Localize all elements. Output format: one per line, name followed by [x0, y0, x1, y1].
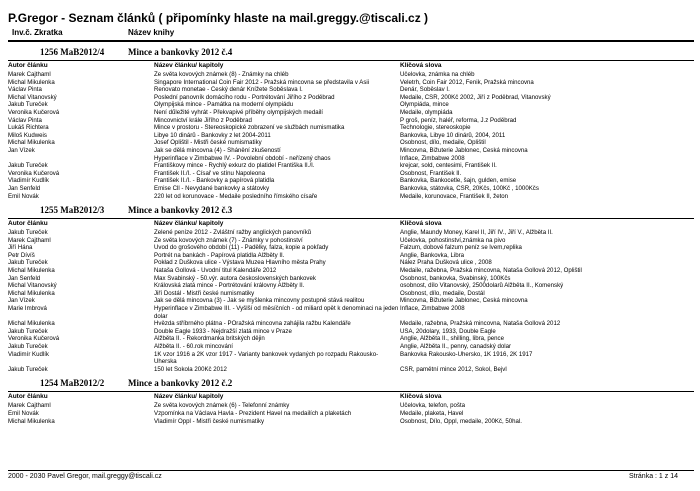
article-row	[8, 328, 694, 336]
article-keywords: Falzum, dobové falzum peníz se lvem,replika	[400, 244, 522, 252]
article-row	[8, 366, 694, 374]
article-author: Michal Mikulenka	[8, 78, 55, 86]
column-keywords: Klíčová slova	[400, 62, 442, 69]
article-author: Václav Pinta	[8, 86, 42, 94]
article-name: Nataša Gollová - Úvodní titul Kalendáře 2012	[154, 267, 277, 275]
article-row	[8, 71, 694, 79]
section-title: Mince a bankovky 2012 č.4	[128, 47, 233, 57]
document-page	[8, 0, 694, 425]
column-author: Autor článku	[8, 393, 48, 401]
article-keywords: Osobnost, bankovka, Švabinský, 100Kčs	[400, 274, 511, 282]
article-name: Mince v prostoru - Stereoskopické zobrazení ve službách numismatika	[154, 124, 345, 132]
article-keywords: Osobnost, dílo, medaile, Oplištil	[400, 139, 486, 147]
article-name: Úvod do grošového období (11) - Padělky, falza, kopie a pokľady	[154, 244, 329, 252]
article-row	[8, 335, 694, 343]
section-column-header	[8, 62, 694, 71]
article-keywords: USA, 20dolary, 1933, Double Eagle	[400, 327, 496, 335]
article-keywords: Mincovna, Bižuterie Jablonec, Česká mincovna	[400, 146, 528, 154]
article-row	[8, 259, 694, 267]
article-name: Ze světa kovových známek (8) - Známky na chléb	[154, 71, 289, 78]
article-author: Jiří Hána	[8, 244, 33, 252]
article-author: Veronika Kučerová	[8, 108, 60, 116]
section-number: 1254 MaB2012/2	[40, 378, 105, 389]
article-row	[8, 177, 694, 185]
article-row	[8, 162, 694, 170]
article-author: Michal Vitanovský	[8, 282, 57, 290]
column-keywords: Klíčová slova	[400, 393, 442, 401]
article-section	[8, 205, 694, 373]
article-name: Ze světa kovových známek (7) - Známky v pohostinství	[154, 236, 303, 244]
article-row	[8, 402, 694, 410]
article-name: Zelené peníze 2012 - Zvláštní ražby anglických panovníků	[154, 229, 312, 237]
article-keywords: Medaile, korunovace, František II, žeton	[400, 192, 509, 200]
sections-list	[8, 47, 694, 425]
article-keywords: Anglie, Bankovka, Libra	[400, 251, 465, 259]
article-keywords: krejcar, sold, centesimi, František II.	[400, 162, 497, 170]
article-row	[8, 237, 694, 245]
article-name: Libye 10 dinárů - Bankovky z let 2004-2011	[154, 131, 271, 139]
article-keywords: Medaile, ČSR, 200Kč 2002, Jiří z Poděbrad, Vitanovský	[400, 93, 551, 101]
article-author: Jakub Tureček	[8, 365, 48, 373]
article-keywords: Inflace, Zimbabwe 2008	[400, 305, 465, 313]
article-row	[8, 86, 694, 94]
article-row	[8, 155, 694, 163]
article-author: Jakub Tureček	[8, 229, 48, 237]
article-keywords: Účelovka, známka na chléb	[400, 71, 475, 78]
article-section	[8, 378, 694, 425]
article-name: 150 let Sokola 200Kč 2012	[154, 365, 227, 373]
column-keywords: Klíčová slova	[400, 220, 442, 228]
article-name: Olympijská mince - Památka na moderní olympiádu	[154, 101, 294, 109]
article-row	[8, 320, 694, 328]
column-book-name: Název knihy	[128, 28, 175, 37]
article-name: Alžběta II. - Rekordmanka britských dějin	[154, 335, 265, 343]
article-author: Miloš Kudweis	[8, 131, 47, 139]
header-rule	[8, 40, 694, 42]
column-header	[8, 28, 694, 39]
section-title: Mince a bankovky 2012 č.2	[128, 378, 233, 389]
column-article-name: Název článku/ kapitoly	[154, 393, 224, 401]
article-row	[8, 410, 694, 418]
article-author: Petr Dívíš	[8, 251, 35, 259]
article-author: Emil Novák	[8, 409, 39, 417]
article-name: 1K vzor 1916 a 2K vzor 1917 - Varianty bankovek vydaných po rozpadu Rakousko-Uherska	[154, 350, 379, 366]
article-name: Max Švabinský - 50.výr. autora československých bankovek	[154, 274, 316, 282]
article-author: Jakub Tureček	[8, 327, 48, 335]
article-keywords: Denár, Soběslav I.	[400, 86, 450, 94]
article-name: Mincovnictví krále Jiřího z Poděbrad	[154, 116, 252, 124]
document-title: P.Gregor - Seznam článků ( připomínky hlaste na mail.greggy.@tiscali.cz )	[8, 11, 429, 25]
article-author: Jan Šenfeld	[8, 274, 41, 282]
article-row	[8, 418, 694, 426]
article-row	[8, 109, 694, 117]
article-name: František II./I. - Bankovky a papírová platidla	[154, 177, 275, 185]
column-article-name: Název článku/ kapitoly	[154, 62, 224, 69]
section-column-header	[8, 393, 694, 402]
section-number: 1255 MaB2012/3	[40, 205, 105, 216]
article-keywords: Anglie, Maundy Money, Karel II, Jiří IV., Jiří V., Alžběta II.	[400, 229, 553, 237]
column-author: Autor článku	[8, 220, 48, 228]
article-author: Jan Šenfeld	[8, 184, 41, 192]
article-author: Marek Cajthaml	[8, 402, 51, 410]
article-keywords: Technologie, stereoskopie	[400, 124, 471, 132]
article-row	[8, 101, 694, 109]
column-inv-zkratka: Inv.č. Zkratka	[12, 28, 63, 37]
article-author: Emil Novák	[8, 192, 39, 200]
footer-page-number: Stránka : 1 z 14	[628, 473, 678, 480]
article-keywords: P groš, peníz, haléř, reforma, J.z Poděbrad	[400, 116, 517, 124]
article-author: Jan Vízek	[8, 146, 35, 154]
article-keywords: ČSR, pamětní mince 2012, Sokol, Bejvl	[400, 365, 507, 373]
section-rule	[8, 60, 694, 61]
article-section	[8, 47, 694, 200]
article-keywords: Medaile, plaketa, Havel	[400, 409, 464, 417]
article-keywords: Nález Praha Dušková ulice , 2008	[400, 259, 492, 267]
article-keywords: Osobnost, František II.	[400, 169, 462, 177]
article-name: Není důležité vyhrát - Překvapivé příběhy olympijských medailí	[154, 108, 324, 116]
article-keywords: Anglie, Alžběta II., penny, canadský dolar	[400, 343, 511, 350]
article-name: Hvězda stříbrného plátna - POražská mincovna zahájila ražbu Kalendáře	[154, 320, 351, 328]
article-author: Marie Imbrová	[8, 305, 47, 313]
article-keywords: Veletrh, Coin Fair 2012, Fenik, Pražská mincovna	[400, 78, 534, 86]
article-name: Double Eagle 1933 - Nejdražší zlatá mince v Praze	[154, 327, 292, 335]
article-name: Královská zlatá mince - Portrétování královny Alžběty II.	[154, 282, 305, 290]
column-author: Autor článku	[8, 62, 48, 69]
section-rule	[8, 391, 694, 392]
article-author: Jakub Tureček	[8, 162, 48, 170]
article-name: Hyperinflace v Zimbabwe III. - Vyšlší od měsíčních - od miliard opět k denominaci na jeden dolar	[154, 305, 399, 320]
article-row	[8, 297, 694, 305]
section-number: 1256 MaB2012/4	[40, 47, 105, 57]
article-name: Alžběta II. - 60.rok mincování	[154, 343, 233, 350]
article-author: Michal Mikulenka	[8, 320, 55, 328]
article-row	[8, 252, 694, 260]
article-name: Vzpomínka na Václava Havla - Prezident Havel na medailích a plaketách	[154, 409, 352, 417]
article-row	[8, 290, 694, 298]
article-keywords: Anglie, Alžběta II., shilling, libra, pence	[400, 335, 504, 343]
section-rule	[8, 218, 694, 219]
article-keywords: Osobnost, dílo, medaile, Dostál	[400, 289, 485, 297]
article-name: Vladimír Oppl - Mistři české numismatiky	[154, 417, 265, 425]
article-row	[8, 305, 694, 320]
article-author: Veronika Kučerová	[8, 169, 60, 177]
article-row	[8, 229, 694, 237]
article-keywords: Medaile, ražebna, Pražská mincovna, Nataša Gollová 2012, Oplištil	[400, 267, 582, 275]
article-author: Jakub Tureček	[8, 259, 48, 267]
article-row	[8, 193, 694, 201]
section-header	[8, 378, 694, 391]
article-row	[8, 147, 694, 155]
article-keywords: Medaile, olympiáda	[400, 108, 453, 116]
article-author: Jan Vízek	[8, 297, 35, 305]
article-name: Františkovy mince - Rychlý exkurz do platidel Františka II./I.	[154, 162, 315, 170]
section-title: Mince a bankovky 2012 č.3	[128, 205, 233, 216]
article-keywords: Účelovka, telefon, pošta	[400, 402, 466, 410]
article-name: 220 let od korunovace - Medaile posledního římského císaře	[154, 192, 318, 200]
article-author: Vladimír Kudlík	[8, 350, 49, 358]
article-author: Václav Pinta	[8, 116, 42, 124]
article-author: Michal Mikulenka	[8, 139, 55, 147]
article-keywords: Bankovka, Bankocetle, šajn, gulden, emise	[400, 177, 517, 185]
article-name: Jiří Dostál - Mistři české numismatiky	[154, 289, 255, 297]
article-name: Singapore International Coin Fair 2012 - Pražská mincovna se představila v Asii	[154, 78, 370, 86]
footer-copyright: 2000 - 2030 Pavel Gregor, mail.greggy@tiscali.cz	[8, 473, 162, 480]
column-article-name: Název článku/ kapitoly	[154, 220, 224, 228]
article-keywords: Inflace, Zimbabwe 2008	[400, 154, 465, 162]
article-name: František II./I. - Císař ve stínu Napoleona	[154, 169, 266, 177]
article-author: Veronika Kučerová	[8, 335, 60, 343]
article-row	[8, 79, 694, 87]
article-row	[8, 117, 694, 125]
page-footer	[0, 470, 700, 484]
article-row	[8, 267, 694, 275]
article-keywords: Olympiáda, mince	[400, 101, 449, 109]
article-keywords: Osobnost, Dílo, Oppl, medaile, 200Kč, 50hal.	[400, 417, 522, 425]
article-name: Emise Cll - Nevydané bankovky a státovky	[154, 184, 270, 192]
article-author: Vladimír Kudlík	[8, 177, 49, 185]
article-keywords: Mincovna, Bižuterie Jablonec, Česká mincovna	[400, 297, 528, 305]
article-keywords: osobnost, dílo Vitanovský, 2500dolarů Alžběta II., Komenský	[400, 282, 564, 290]
article-name: Josef Oplištil - Mistři české numismatiky	[154, 139, 262, 147]
article-keywords: Medaile, ražebna, Pražská mincovna, Nataša Gollová 2012	[400, 320, 561, 328]
article-row	[8, 282, 694, 290]
article-author: Michal Mikulenka	[8, 417, 55, 425]
article-author: Marek Cajthaml	[8, 236, 51, 244]
article-row	[8, 132, 694, 140]
article-row	[8, 343, 694, 351]
article-name: Jak se dělá mincovna (3) - Jak se myšlenka mincovny postupně stává realitou	[154, 297, 365, 305]
article-row	[8, 185, 694, 193]
article-row	[8, 170, 694, 178]
article-author: Marek Cajthaml	[8, 71, 51, 78]
article-author: Jakub Tureček	[8, 343, 48, 350]
article-row	[8, 244, 694, 252]
article-name: Pokład z Duškova ulice - Výstava Muzea Hlavního města Prahy	[154, 259, 326, 267]
article-name: Poslední panovník domácího rodu - Portrétování Jiřího z Poděbrad	[154, 93, 335, 101]
article-keywords: Bankovka Rakousko-Uhersko, 1K 1916, 2K 1917	[400, 350, 533, 358]
article-row	[8, 351, 694, 366]
section-column-header	[8, 220, 694, 229]
article-name: Ze světa kovových známek (6) - Telefonní známky	[154, 402, 290, 410]
article-row	[8, 124, 694, 132]
section-header	[8, 47, 694, 60]
article-row	[8, 275, 694, 283]
article-author: Michal Mikulenka	[8, 267, 55, 275]
article-keywords: Účelovka, pohostinství,známka na pivo	[400, 236, 506, 244]
article-row	[8, 94, 694, 102]
article-row	[8, 139, 694, 147]
article-author: Lukáš Richtera	[8, 124, 49, 132]
article-name: Portrét na bankách - Papírová platidla Alžběty II.	[154, 251, 285, 259]
article-author: Michal Mikulenka	[8, 289, 55, 297]
section-header	[8, 205, 694, 218]
article-name: Renovato monetae - Český denár Knížete Soběslava I.	[154, 86, 303, 94]
article-author: Jakub Tureček	[8, 101, 48, 109]
article-name: Hyperinflace v Zimbabwe IV. - Povolební období - neřízený chaos	[154, 154, 331, 162]
article-keywords: Bankovka, Libye 10 dinárů, 2004, 2011	[400, 131, 506, 139]
article-keywords: Bankovka, státovka, ČSR, 20Kčs, 100Kč , 1000Kčs	[400, 184, 539, 192]
article-author: Michal Vitanovský	[8, 93, 57, 101]
article-name: Jak se dělá mincovna (4) - Shánění zkušeností	[154, 146, 281, 154]
